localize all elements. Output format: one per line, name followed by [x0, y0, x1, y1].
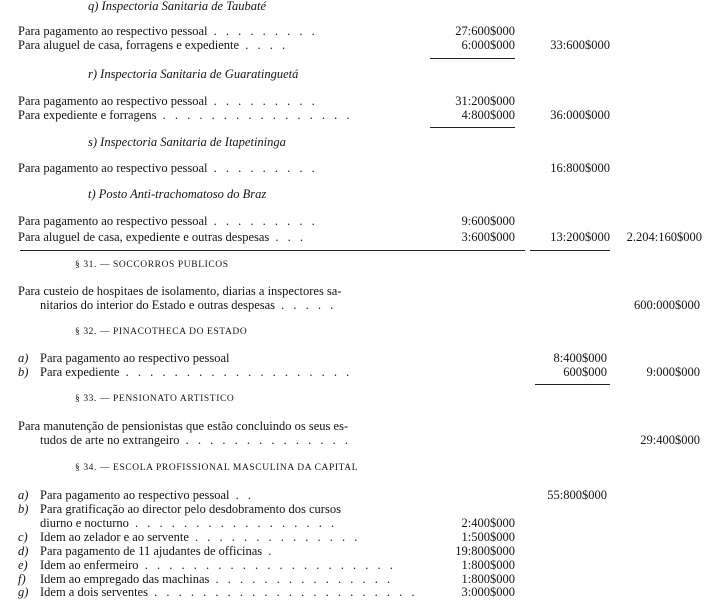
- heading-escola-profissional: § 34. — ESCOLA PROFISSIONAL MASCULINA DA CAPITAL: [75, 463, 359, 473]
- entry-text: Para aluguel de casa, expediente e outras despesas . . .: [18, 230, 307, 244]
- entry-text: nitarios do interior do Estado e outras despesas . . . . .: [40, 298, 337, 312]
- entry-text: Para aluguel de casa, forragens e expediente . . . .: [18, 38, 289, 52]
- heading-inspectoria-taubate: q) Inspectoria Sanitaria de Taubaté: [88, 0, 267, 13]
- heading-pinacotheca: § 32. — PINACOTHECA DO ESTADO: [75, 327, 248, 337]
- section-total: 16:800$000: [550, 161, 610, 175]
- entry-value: 27:600$000: [455, 24, 515, 38]
- section-total: 33:600$000: [550, 38, 610, 52]
- list-item: c) Idem ao zelador e ao servente . . . . . . . . . . . . . .: [18, 530, 361, 544]
- sum-rule: [430, 127, 515, 128]
- list-item: e) Idem ao enfermeiro . . . . . . . . . . . . . . . . . . . . .: [18, 558, 396, 572]
- entry-value: 600$000: [563, 365, 607, 379]
- heading-inspectoria-itapetininga: s) Inspectoria Sanitaria de Itapetininga: [88, 135, 286, 149]
- entry-text: Para pagamento ao respectivo pessoal . . . . . . . . .: [18, 214, 318, 228]
- entry-text: Para pagamento ao respectivo pessoal . . . . . . . . .: [18, 24, 318, 38]
- section-total: 600:000$000: [634, 298, 700, 312]
- section-total: 13:200$000: [550, 230, 610, 244]
- heading-pensionato-artistico: § 33. — PENSIONATO ARTISTICO: [75, 394, 235, 404]
- heading-soccorros-publicos: § 31. — SOCCORROS PUBLICOS: [75, 260, 229, 270]
- heading-posto-anti-trachomatoso: t) Posto Anti-trachomatoso do Braz: [88, 187, 267, 201]
- entry-value: 9:600$000: [461, 214, 515, 228]
- heading-inspectoria-guaratingueta: r) Inspectoria Sanitaria de Guaratinguetá: [88, 67, 299, 81]
- entry-text: Para expediente e forragens . . . . . . . . . . . . . . . .: [18, 108, 353, 122]
- section-total: 9:000$000: [646, 365, 700, 379]
- list-item: b) Para gratificação ao director pelo desdobramento dos cursos: [18, 502, 341, 516]
- sum-rule: [20, 250, 525, 251]
- entry-value: 2:400$000: [461, 516, 515, 530]
- entry-text: Para custeio de hospitaes de isolamento, diarias a inspectores sa-: [18, 284, 342, 298]
- entry-text: tudos de arte no extrangeiro . . . . . . . . . . . . . .: [40, 433, 352, 447]
- entry-value: 3:000$000: [461, 585, 515, 599]
- entry-text: b) Para expediente . . . . . . . . . . . . . . . . . . .: [18, 365, 353, 379]
- entry-value: 8:400$000: [553, 351, 607, 365]
- entry-value: 6:000$000: [461, 38, 515, 52]
- list-item: f) Idem ao empregado das machinas . . . . . . . . . . . . . . .: [18, 572, 394, 586]
- sum-rule: [430, 58, 515, 59]
- entry-value: 1:800$000: [461, 572, 515, 586]
- entry-text: Para pagamento ao respectivo pessoal . . . . . . . . .: [18, 94, 318, 108]
- entry-value: 1:800$000: [461, 558, 515, 572]
- entry-text: a) Para pagamento ao respectivo pessoal: [18, 351, 230, 365]
- entry-text: Para pagamento ao respectivo pessoal . . . . . . . . .: [18, 161, 318, 175]
- entry-value: 4:800$000: [461, 108, 515, 122]
- list-item: diurno e nocturno . . . . . . . . . . . . . . . . .: [40, 516, 338, 530]
- entry-value: 1:500$000: [461, 530, 515, 544]
- list-item: a) Para pagamento ao respectivo pessoal . .: [18, 488, 255, 502]
- entry-value: 55:800$000: [547, 488, 607, 502]
- section-total: 36:000$000: [550, 108, 610, 122]
- sum-rule: [530, 250, 610, 251]
- list-item: g) Idem a dois serventes . . . . . . . . . . . . . . . . . . . . . .: [18, 585, 418, 599]
- entry-text: Para manutenção de pensionistas que estão concluindo os seus es-: [18, 419, 349, 433]
- section-total: 29:400$000: [640, 433, 700, 447]
- list-item: d) Para pagamento de 11 ajudantes de officinas .: [18, 544, 275, 558]
- entry-value: 3:600$000: [461, 230, 515, 244]
- entry-value: 19:800$000: [455, 544, 515, 558]
- grand-total: 2.204:160$000: [626, 230, 702, 244]
- entry-value: 31:200$000: [455, 94, 515, 108]
- sum-rule: [535, 384, 610, 385]
